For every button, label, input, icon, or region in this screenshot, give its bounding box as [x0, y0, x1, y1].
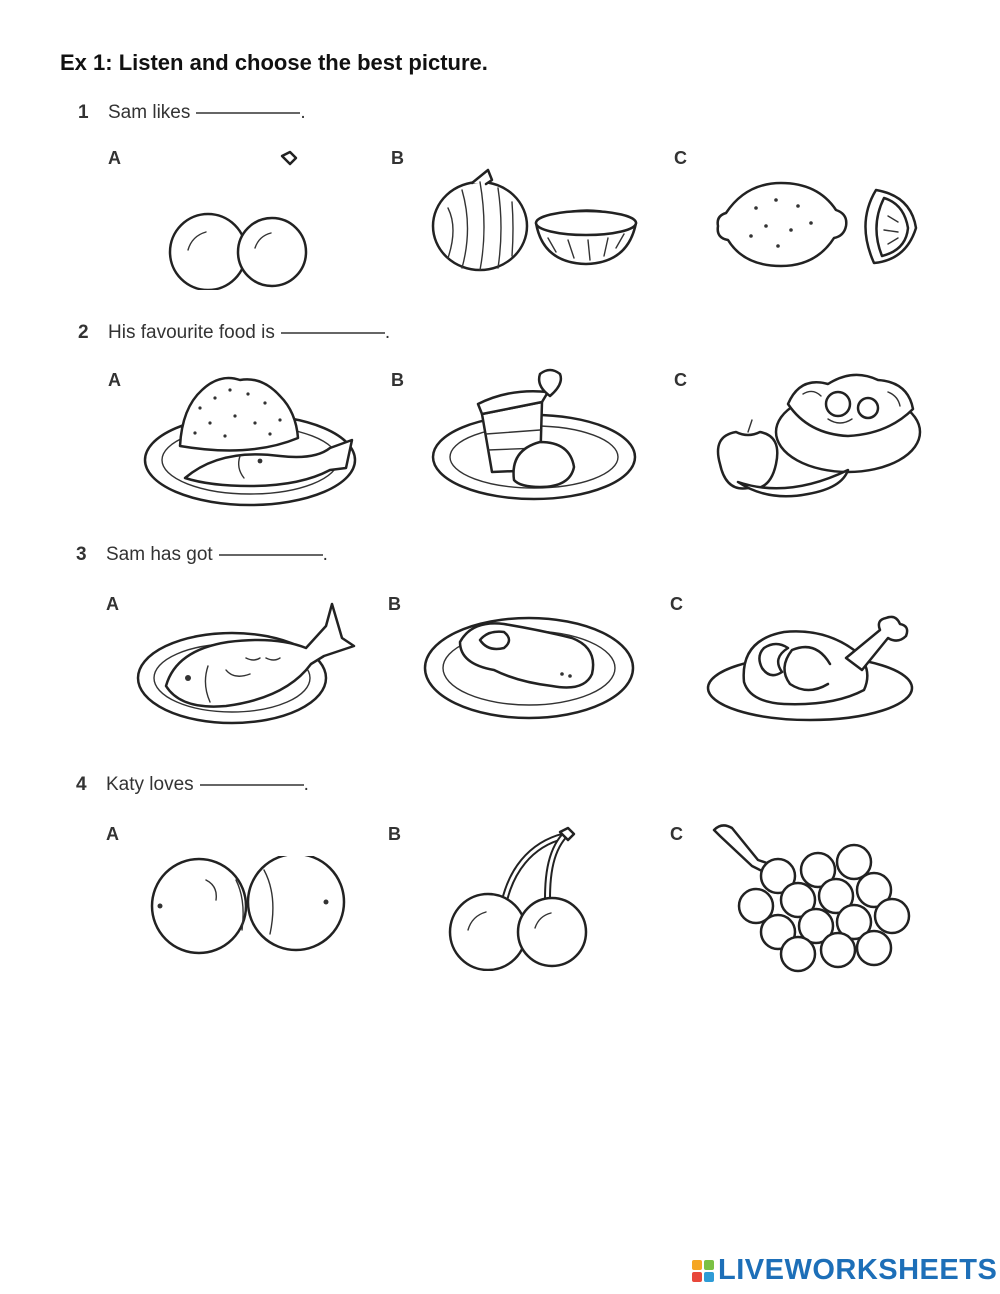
option-c-label: C — [670, 594, 683, 614]
question-4 — [76, 774, 309, 796]
question-number: 3 — [76, 544, 87, 565]
logo-tile — [692, 1272, 702, 1282]
roast-chicken-icon[interactable] — [704, 610, 916, 725]
question-number: 4 — [76, 774, 87, 795]
logo-tile — [704, 1260, 714, 1270]
exercise-title: Ex 1: Listen and choose the best picture. — [60, 50, 488, 75]
question-end: . — [300, 102, 306, 123]
answer-blank[interactable] — [219, 554, 323, 556]
option-b-label: B — [388, 594, 401, 614]
question-text: Sam likes — [108, 102, 191, 123]
answer-blank[interactable] — [196, 112, 300, 114]
grapes-icon[interactable] — [708, 820, 918, 975]
question-end: . — [303, 774, 309, 795]
option-b-label: B — [391, 148, 404, 168]
option-c-label: C — [670, 824, 683, 844]
question-text: His favourite food is — [108, 322, 275, 343]
answer-blank[interactable] — [281, 332, 385, 334]
question-text: Sam has got — [106, 544, 213, 565]
liveworksheets-logo — [692, 1254, 997, 1287]
option-a-label: A — [108, 148, 121, 168]
option-a-label: A — [106, 594, 119, 614]
option-b-label: B — [391, 370, 404, 390]
fish-plate-icon[interactable] — [136, 598, 358, 728]
cake-and-ice-cream-icon[interactable] — [430, 362, 640, 502]
question-number: 2 — [78, 322, 89, 343]
logo-tile — [692, 1260, 702, 1270]
option-c-label: C — [674, 148, 687, 168]
steak-plate-icon[interactable] — [422, 612, 636, 722]
brand-name: LIVEWORKSHEETS — [718, 1254, 998, 1286]
cherries-icon[interactable] — [440, 826, 600, 971]
cherries-icon[interactable] — [160, 150, 320, 290]
rice-and-fish-icon[interactable] — [140, 368, 365, 508]
option-a-label: A — [106, 824, 119, 844]
question-2 — [78, 322, 390, 344]
salad-and-fruit-icon[interactable] — [708, 364, 923, 504]
onion-icon[interactable] — [428, 168, 643, 278]
question-3 — [76, 544, 328, 566]
question-text: Katy loves — [106, 774, 194, 795]
lemon-icon[interactable] — [706, 168, 926, 278]
question-1 — [78, 102, 306, 124]
question-end: . — [322, 544, 328, 565]
option-b-label: B — [388, 824, 401, 844]
question-end: . — [384, 322, 391, 343]
logo-tile — [704, 1272, 714, 1282]
liveworksheets-mark-icon — [692, 1260, 714, 1282]
oranges-icon[interactable] — [146, 856, 352, 956]
option-a-label: A — [108, 370, 121, 390]
option-c-label: C — [674, 370, 687, 390]
question-number: 1 — [78, 102, 89, 123]
answer-blank[interactable] — [200, 784, 304, 786]
